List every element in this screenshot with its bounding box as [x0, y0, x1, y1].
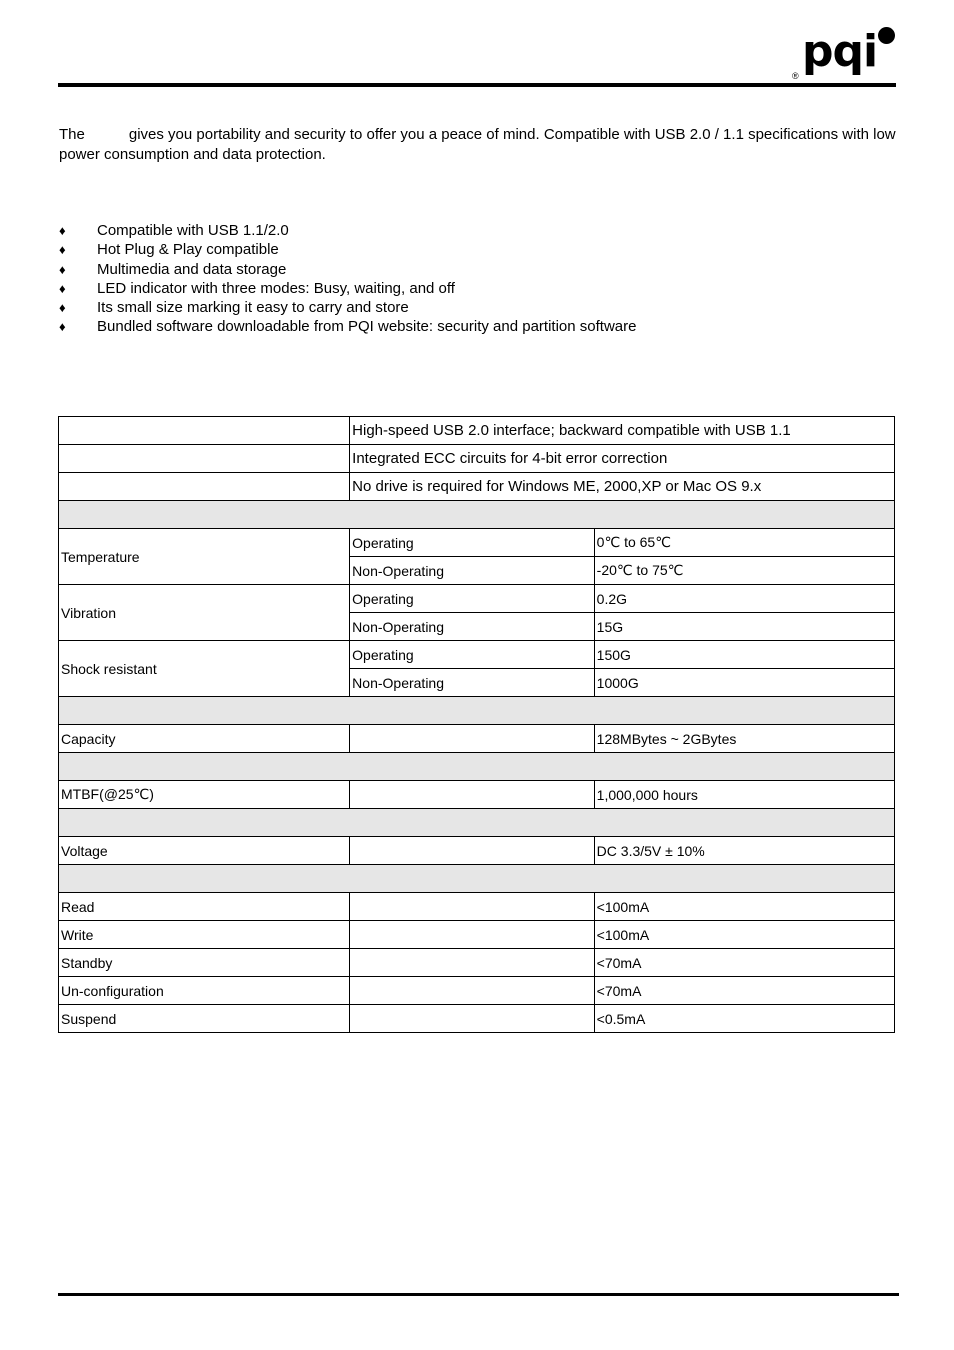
table-row	[59, 977, 895, 1005]
list-item	[59, 221, 636, 240]
table-row	[59, 473, 895, 501]
spec-value: -20℃ to 75℃	[594, 557, 894, 585]
spec-label	[59, 417, 350, 445]
spec-label: Un-configuration	[59, 977, 350, 1005]
list-item	[59, 279, 636, 298]
table-row	[59, 417, 895, 445]
condition-label: Non-Operating	[350, 557, 595, 585]
intro-text: gives you portability and security to offer you a peace of mind. Compatible with USB 2.0 / 1.1 specifications with low power consumption and data protection.	[59, 126, 896, 163]
feature-text: Multimedia and data storage	[97, 260, 287, 278]
table-row	[59, 585, 895, 613]
section-header	[59, 501, 895, 529]
diamond-bullet-icon: ♦	[59, 319, 66, 335]
header-rule	[58, 83, 896, 87]
table-row	[59, 921, 895, 949]
spec-value: 15G	[594, 613, 894, 641]
feature-text: Compatible with USB 1.1/2.0	[97, 222, 289, 239]
feature-text: LED indicator with three modes: Busy, waiting, and off	[97, 279, 455, 297]
intro-paragraph	[59, 125, 899, 164]
condition-label	[350, 893, 595, 921]
spec-value: DC 3.3/5V ± 10%	[594, 837, 894, 865]
condition-label	[350, 1005, 595, 1033]
condition-label: Non-Operating	[350, 613, 595, 641]
spec-value: <100mA	[594, 921, 894, 949]
spec-value: 128MBytes ~ 2GBytes	[594, 725, 894, 753]
spec-label: Read	[59, 893, 350, 921]
section-header	[59, 809, 895, 837]
spec-label: Vibration	[59, 585, 350, 641]
feature-list	[59, 221, 636, 337]
condition-label	[350, 949, 595, 977]
spec-value: 0.2G	[594, 585, 894, 613]
pqi-logo	[790, 22, 900, 84]
intro-lead: The	[59, 126, 85, 143]
spec-label: Standby	[59, 949, 350, 977]
specification-table	[58, 416, 895, 1033]
spec-label: Write	[59, 921, 350, 949]
table-row	[59, 1005, 895, 1033]
condition-label: Operating	[350, 529, 595, 557]
registered-mark: ®	[792, 71, 799, 81]
table-row	[59, 893, 895, 921]
condition-label	[350, 921, 595, 949]
diamond-bullet-icon: ♦	[59, 223, 66, 238]
spec-value: 0℃ to 65℃	[594, 529, 894, 557]
spec-label	[59, 445, 350, 473]
table-row	[59, 445, 895, 473]
spec-value: Integrated ECC circuits for 4-bit error correction	[350, 445, 895, 473]
condition-label	[350, 837, 595, 865]
logo-wordmark: pqi	[802, 26, 878, 77]
table-row	[59, 529, 895, 557]
list-item	[59, 260, 636, 279]
footer-rule	[58, 1293, 899, 1296]
logo-dot-icon	[878, 27, 895, 44]
spec-value: <100mA	[594, 893, 894, 921]
section-header-row	[59, 501, 895, 529]
spec-value: <70mA	[594, 949, 894, 977]
table-row	[59, 837, 895, 865]
condition-label	[350, 781, 595, 809]
section-header	[59, 697, 895, 725]
spec-value: No drive is required for Windows ME, 2000,XP or Mac OS 9.x	[350, 473, 895, 501]
feature-text: Hot Plug & Play compatible	[97, 241, 279, 259]
feature-text: Bundled software downloadable from PQI website: security and partition software	[97, 318, 637, 336]
condition-label	[350, 977, 595, 1005]
diamond-bullet-icon: ♦	[59, 300, 66, 316]
table-row	[59, 781, 895, 809]
spec-label: Suspend	[59, 1005, 350, 1033]
spec-value: <70mA	[594, 977, 894, 1005]
spec-label: Capacity	[59, 725, 350, 753]
list-item	[59, 298, 636, 317]
section-header-row	[59, 697, 895, 725]
section-header	[59, 865, 895, 893]
table-row	[59, 641, 895, 669]
section-header	[59, 753, 895, 781]
diamond-bullet-icon: ♦	[59, 261, 66, 277]
feature-text: Its small size marking it easy to carry and store	[97, 299, 409, 317]
spec-label: Voltage	[59, 837, 350, 865]
spec-value: 1,000,000 hours	[594, 781, 894, 809]
condition-label: Operating	[350, 585, 595, 613]
diamond-bullet-icon: ♦	[59, 242, 66, 258]
table-row	[59, 725, 895, 753]
spec-value: High-speed USB 2.0 interface; backward compatible with USB 1.1	[350, 417, 895, 445]
list-item	[59, 240, 636, 259]
list-item	[59, 317, 636, 336]
spec-label: Shock resistant	[59, 641, 350, 697]
spec-label	[59, 473, 350, 501]
section-header-row	[59, 865, 895, 893]
spec-label: Temperature	[59, 529, 350, 585]
spec-value: 150G	[594, 641, 894, 669]
table-row	[59, 949, 895, 977]
condition-label: Operating	[350, 641, 595, 669]
condition-label	[350, 725, 595, 753]
section-header-row	[59, 809, 895, 837]
spec-value: 1000G	[594, 669, 894, 697]
diamond-bullet-icon: ♦	[59, 280, 66, 296]
condition-label: Non-Operating	[350, 669, 595, 697]
section-header-row	[59, 753, 895, 781]
spec-label: MTBF(@25℃)	[59, 781, 350, 809]
spec-value: <0.5mA	[594, 1005, 894, 1033]
